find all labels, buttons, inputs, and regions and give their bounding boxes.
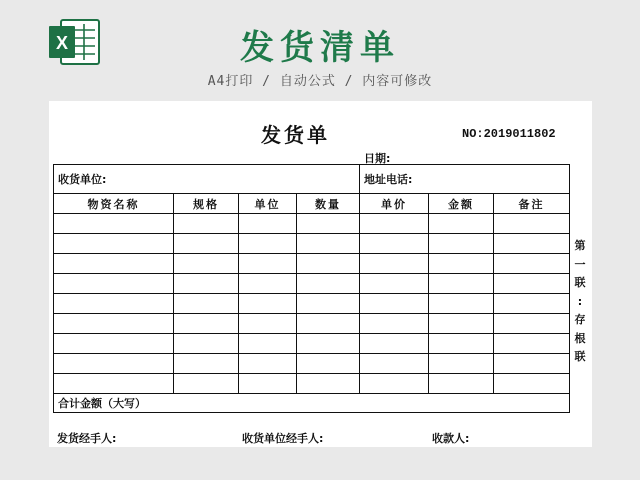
table-cell[interactable]: [174, 274, 239, 294]
table-cell[interactable]: [54, 274, 174, 294]
table-cell[interactable]: [297, 354, 360, 374]
table-cell[interactable]: [494, 334, 570, 354]
table-cell[interactable]: [297, 214, 360, 234]
table-cell[interactable]: [174, 234, 239, 254]
table-cell[interactable]: [297, 314, 360, 334]
table-cell[interactable]: [239, 374, 297, 394]
copy-label-char: :: [577, 294, 583, 308]
table-cell[interactable]: [360, 334, 429, 354]
table-cell[interactable]: [174, 354, 239, 374]
table-row: [54, 214, 570, 234]
table-cell[interactable]: [494, 314, 570, 334]
form-title: 发货单: [261, 123, 330, 147]
table-cell[interactable]: [54, 214, 174, 234]
copy-label-char: 联: [574, 276, 586, 289]
table-row: [54, 374, 570, 394]
form-number: NO:2019011802: [462, 127, 556, 141]
column-header: 单价: [360, 194, 429, 214]
table-cell[interactable]: [494, 354, 570, 374]
table-cell[interactable]: [239, 334, 297, 354]
table-cell[interactable]: [239, 314, 297, 334]
table-cell[interactable]: [429, 214, 494, 234]
table-cell[interactable]: [429, 374, 494, 394]
total-row: [54, 394, 570, 413]
shipping-table: [53, 164, 570, 413]
table-cell[interactable]: [494, 374, 570, 394]
column-header: 金额: [429, 194, 494, 214]
table-cell[interactable]: [429, 354, 494, 374]
table-cell[interactable]: [297, 294, 360, 314]
table-cell[interactable]: [239, 254, 297, 274]
excel-icon-letter: X: [55, 33, 69, 53]
table-cell[interactable]: [360, 314, 429, 334]
table-row: [54, 334, 570, 354]
footer-shipper: 发货经手人:: [57, 432, 117, 445]
table-row: [54, 354, 570, 374]
table-cell[interactable]: [54, 354, 174, 374]
table-cell[interactable]: [54, 374, 174, 394]
table-cell[interactable]: [429, 334, 494, 354]
table-cell[interactable]: [494, 274, 570, 294]
page-subtitle: A4打印 / 自动公式 / 内容可修改: [207, 74, 433, 89]
table-row: [54, 294, 570, 314]
page-title: 发货清单: [240, 28, 400, 68]
table-cell[interactable]: [494, 254, 570, 274]
receiver-unit-cell[interactable]: 收货单位:: [54, 165, 360, 194]
table-row: [54, 234, 570, 254]
table-cell[interactable]: [54, 234, 174, 254]
table-cell[interactable]: [360, 254, 429, 274]
table-cell[interactable]: [360, 354, 429, 374]
date-label: 日期:: [364, 152, 391, 165]
footer-payee: 收款人:: [432, 432, 470, 445]
table-cell[interactable]: [239, 274, 297, 294]
column-header: 备注: [494, 194, 570, 214]
total-amount-cell[interactable]: 合计金额（大写）: [54, 394, 570, 413]
table-cell[interactable]: [297, 234, 360, 254]
table-cell[interactable]: [174, 374, 239, 394]
table-cell[interactable]: [360, 274, 429, 294]
table-cell[interactable]: [239, 234, 297, 254]
table-row: [54, 254, 570, 274]
table-cell[interactable]: [360, 234, 429, 254]
table-cell[interactable]: [54, 294, 174, 314]
table-cell[interactable]: [429, 274, 494, 294]
table-cell[interactable]: [174, 334, 239, 354]
table-cell[interactable]: [54, 254, 174, 274]
column-header: 数量: [297, 194, 360, 214]
table-cell[interactable]: [239, 214, 297, 234]
address-phone-cell[interactable]: 地址电话:: [360, 165, 570, 194]
footer-receiver-handler: 收货单位经手人:: [242, 432, 324, 445]
table-cell[interactable]: [54, 314, 174, 334]
copy-label: [573, 237, 587, 367]
table-cell[interactable]: [174, 214, 239, 234]
table-cell[interactable]: [174, 294, 239, 314]
copy-label-char: 根: [574, 331, 586, 345]
table-cell[interactable]: [429, 294, 494, 314]
copy-label-char: 联: [574, 350, 586, 363]
table-cell[interactable]: [429, 314, 494, 334]
table-cell[interactable]: [494, 234, 570, 254]
column-header: 物资名称: [54, 194, 174, 214]
table-cell[interactable]: [174, 314, 239, 334]
column-header: 规格: [174, 194, 239, 214]
copy-label-char: 一: [574, 257, 586, 271]
table-cell[interactable]: [429, 234, 494, 254]
table-cell[interactable]: [360, 374, 429, 394]
copy-label-char: 存: [574, 313, 586, 326]
table-cell[interactable]: [360, 214, 429, 234]
column-header: 单位: [239, 194, 297, 214]
copy-label-char: 第: [574, 239, 586, 252]
table-row: [54, 314, 570, 334]
table-cell[interactable]: [429, 254, 494, 274]
table-cell[interactable]: [494, 294, 570, 314]
table-cell[interactable]: [174, 254, 239, 274]
table-cell[interactable]: [297, 334, 360, 354]
table-cell[interactable]: [239, 294, 297, 314]
table-row: [54, 274, 570, 294]
table-cell[interactable]: [239, 354, 297, 374]
table-cell[interactable]: [297, 274, 360, 294]
spreadsheet-preview: [49, 101, 592, 447]
table-cell[interactable]: [494, 214, 570, 234]
table-cell[interactable]: [360, 294, 429, 314]
table-cell[interactable]: [54, 334, 174, 354]
table-cell[interactable]: [297, 254, 360, 274]
table-cell[interactable]: [297, 374, 360, 394]
